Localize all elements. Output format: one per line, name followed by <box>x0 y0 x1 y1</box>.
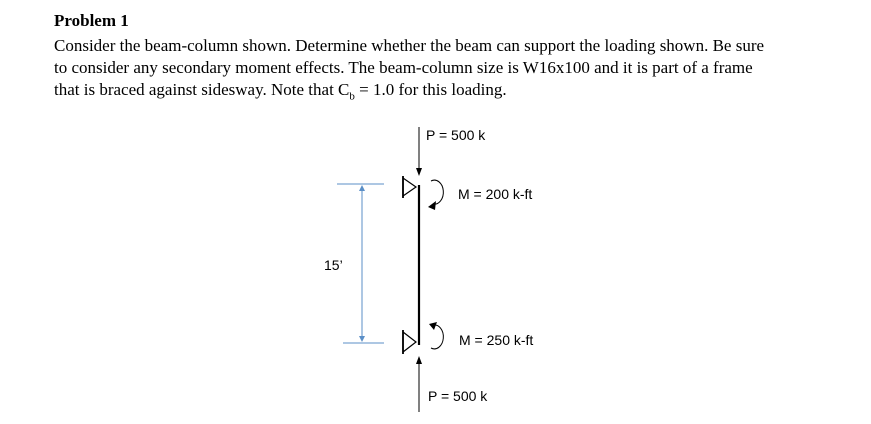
top-load-label: P = 500 k <box>426 127 486 143</box>
cb-subscript: b <box>349 90 355 103</box>
bottom-load-label: P = 500 k <box>428 388 488 404</box>
problem-title: Problem 1 <box>54 11 129 30</box>
length-label: 15’ <box>324 257 343 273</box>
top-moment-label: M = 200 k-ft <box>458 186 533 202</box>
bottom-load-arrow <box>416 356 422 412</box>
length-dimension <box>337 184 384 343</box>
bottom-moment-label: M = 250 k-ft <box>459 332 534 348</box>
bottom-pin-support-icon <box>403 330 416 354</box>
statement-line-3-end: = 1.0 for this loading. <box>354 80 507 99</box>
bottom-moment-icon <box>429 322 443 349</box>
top-pin-support-icon <box>403 176 416 198</box>
statement-line-1: Consider the beam-column shown. Determine whether the beam can support the loading shown. Be sure <box>54 36 765 55</box>
top-load-arrow <box>416 127 422 176</box>
statement-line-3-start: that is braced against sidesway. Note that C <box>54 80 350 99</box>
top-moment-icon <box>428 180 443 210</box>
statement-line-2: to consider any secondary moment effects. The beam-column size is W16x100 and it is part of a frame <box>54 58 753 77</box>
